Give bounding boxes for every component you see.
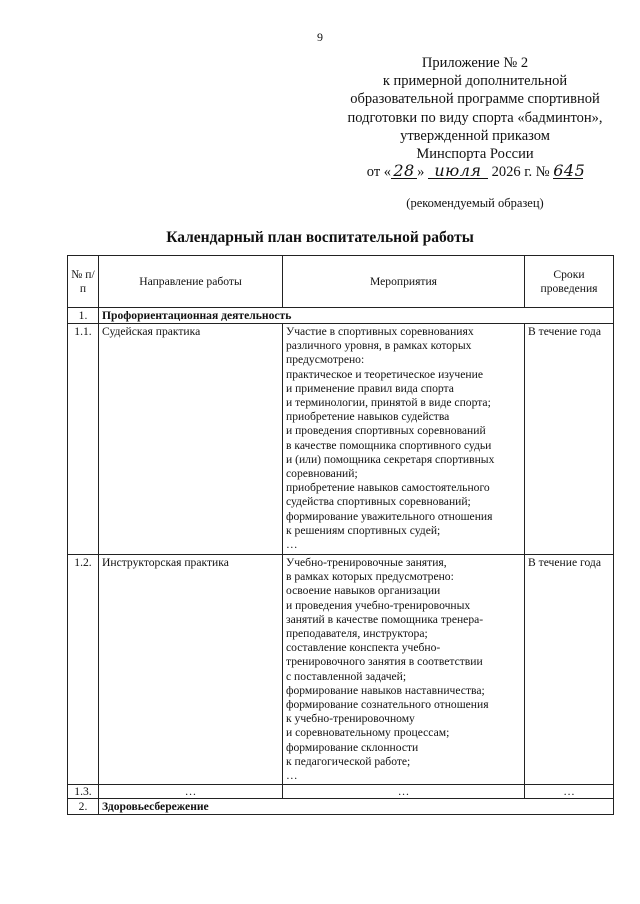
table-header-row <box>68 256 614 308</box>
appendix-line-1: Приложение № 2 <box>421 55 529 71</box>
row-1-3-activities: … <box>283 785 525 799</box>
handwritten-day: 28 <box>391 163 417 179</box>
handwritten-month: июля <box>428 163 488 179</box>
appendix-header <box>330 54 620 181</box>
activity-line: и (или) помощника секретаря спортивных <box>286 452 495 466</box>
activity-line: формирование сознательного отношения <box>286 698 489 712</box>
activity-line: и проведения спортивных соревнований <box>286 424 486 438</box>
activity-line: Учебно-тренировочные занятия, <box>286 556 447 569</box>
activity-line: формирование склонности <box>286 740 419 754</box>
row-1-3-num: 1.3. <box>68 785 99 799</box>
section-2-title: Здоровьесбережение <box>99 799 614 815</box>
appendix-line-5: утвержденной приказом <box>400 127 550 144</box>
appendix-line-6: Минспорта России <box>416 146 534 163</box>
row-1-1-num: 1.1. <box>68 324 99 555</box>
section-row-1 <box>68 308 614 324</box>
header-direction: Направление работы <box>99 256 283 308</box>
activity-line: в рамках которых предусмотрено: <box>286 570 454 584</box>
activity-line: … <box>286 769 298 783</box>
activity-line: … <box>286 538 298 552</box>
row-1-1-direction: Судейская практика <box>99 324 283 555</box>
activity-line: соревнований; <box>286 467 358 481</box>
activity-line: предусмотрено: <box>286 353 365 367</box>
activity-line: и применение правил вида спорта <box>286 381 454 395</box>
row-1-3-direction: … <box>99 785 283 799</box>
header-deadline: Сроки проведения <box>525 256 614 308</box>
row-1-2-direction: Инструкторская практика <box>99 555 283 785</box>
activity-line: Участие в спортивных соревнованиях <box>286 325 474 338</box>
table-row-1-2 <box>68 555 614 785</box>
header-num: № п/п <box>68 256 99 308</box>
document-title: Календарный план воспитательной работы <box>166 229 474 246</box>
row-1-2-activities <box>283 555 525 785</box>
activity-line: практическое и теоретическое изучение <box>286 367 483 381</box>
row-1-3-deadline: … <box>525 785 614 799</box>
table-row-1-1 <box>68 324 614 555</box>
row-1-1-deadline: В течение года <box>525 324 614 555</box>
section-row-2 <box>68 799 614 815</box>
section-2-num: 2. <box>68 799 99 815</box>
row-1-1-activities <box>283 324 525 555</box>
activity-line: составление конспекта учебно- <box>286 641 441 655</box>
appendix-line-3: образовательной программе спортивной <box>350 91 600 108</box>
handwritten-order-number: 645 <box>553 161 586 181</box>
activity-line: освоение навыков организации <box>286 584 441 598</box>
activity-line: преподавателя, инструктора; <box>286 627 428 641</box>
activity-line: в качестве помощника спортивного судьи <box>286 438 492 452</box>
activity-line: формирование навыков наставничества; <box>286 683 485 697</box>
date-mid: » <box>417 164 425 181</box>
activity-line: к учебно-тренировочному <box>286 712 415 726</box>
section-1-num: 1. <box>68 308 99 324</box>
date-year: 2026 г. № <box>491 164 550 181</box>
date-prefix: от « <box>366 164 392 181</box>
activity-line: и соревновательному процессам; <box>286 726 450 740</box>
page-number: 9 <box>317 30 323 44</box>
row-1-2-deadline: В течение года <box>525 555 614 785</box>
order-date-line <box>330 163 620 181</box>
activity-line: тренировочного занятия в соответствии <box>286 655 483 669</box>
activity-line: и терминологии, принятой в виде спорта; <box>286 396 491 410</box>
activity-line: приобретение навыков судейства <box>286 410 450 424</box>
activity-line: приобретение навыков самостоятельного <box>286 481 490 495</box>
row-1-2-num: 1.2. <box>68 555 99 785</box>
recommended-note: (рекомендуемый образец) <box>406 196 544 210</box>
activity-line: к решениям спортивных судей; <box>286 523 441 537</box>
appendix-line-2: к примерной дополнительной <box>382 73 568 90</box>
appendix-line-4: подготовки по виду спорта «бадминтон», <box>347 109 603 126</box>
activity-line: к педагогической работе; <box>286 754 411 768</box>
activity-line: формирование уважительного отношения <box>286 509 493 523</box>
section-1-title: Профориентационная деятельность <box>99 308 614 324</box>
activity-line: с поставленной задачей; <box>286 669 407 683</box>
activity-line: и проведения учебно-тренировочных <box>286 598 471 612</box>
table-row-1-3 <box>68 785 614 799</box>
activity-line: судейства спортивных соревнований; <box>286 495 471 509</box>
activity-line: занятий в качестве помощника тренера- <box>286 612 484 626</box>
calendar-plan-table <box>67 255 614 815</box>
activity-line: различного уровня, в рамках которых <box>286 339 472 353</box>
header-activities: Мероприятия <box>283 256 525 308</box>
